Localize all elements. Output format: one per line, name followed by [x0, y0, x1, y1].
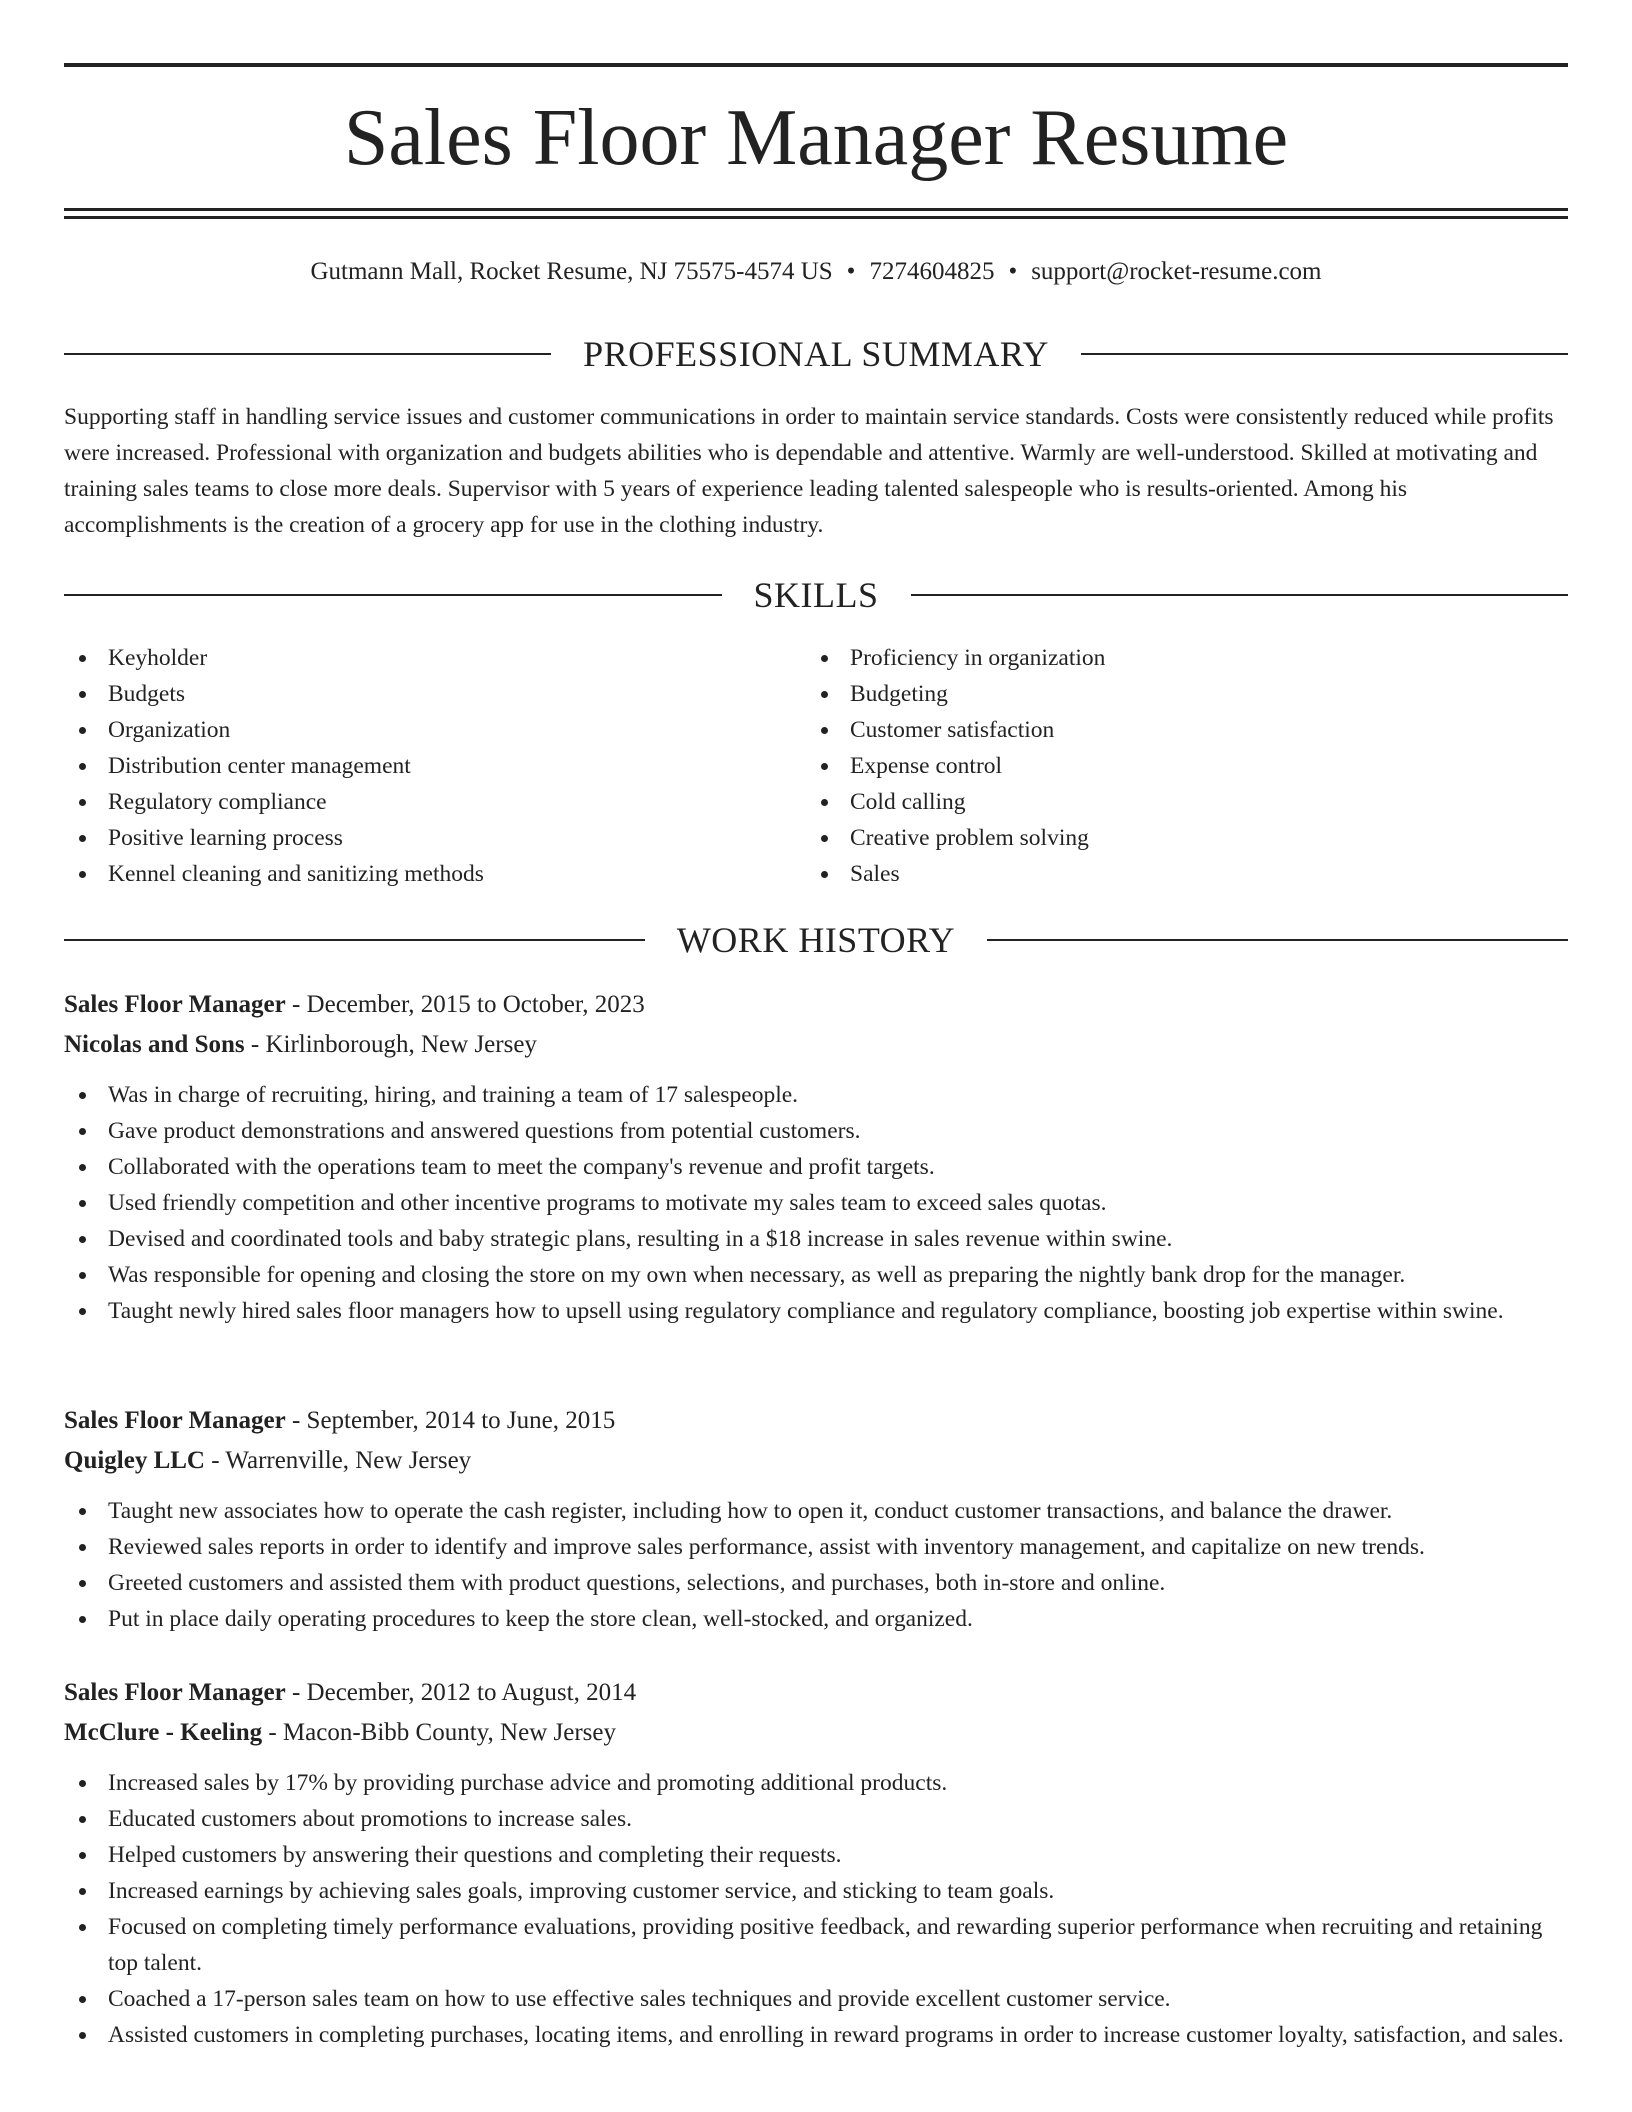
heading-rule-right — [1081, 353, 1568, 355]
title-rule-upper — [64, 208, 1568, 211]
job-bullet: Was in charge of recruiting, hiring, and training a team of 17 salespeople. — [64, 1077, 1568, 1113]
job-bullet: Increased sales by 17% by providing purchase advice and promoting additional products. — [64, 1765, 1568, 1801]
job-bullet: Educated customers about promotions to increase sales. — [64, 1801, 1568, 1837]
skill-item: Keyholder — [64, 640, 764, 676]
job-bullet: Gave product demonstrations and answered questions from potential customers. — [64, 1113, 1568, 1149]
job-dates: - December, 2015 to October, 2023 — [285, 991, 645, 1018]
work-heading-label: WORK HISTORY — [676, 920, 956, 960]
contact-line — [64, 254, 1568, 290]
job-title: Sales Floor Manager — [64, 1679, 286, 1706]
job-company: McClure - Keeling — [64, 1719, 263, 1746]
job-bullet: Greeted customers and assisted them with product questions, selections, and purchases, both in-store and online. — [64, 1565, 1568, 1601]
title-rule-lower — [64, 216, 1568, 219]
work-section-heading — [64, 918, 1568, 962]
skill-item: Expense control — [806, 748, 1506, 784]
contact-email: support@rocket-resume.com — [1031, 258, 1322, 285]
job-entry — [64, 1673, 1568, 2053]
job-title-line — [64, 985, 1568, 1025]
skills-list-right — [806, 640, 1506, 892]
job-bullets — [64, 1493, 1568, 1637]
skill-item: Cold calling — [806, 784, 1506, 820]
job-bullet: Reviewed sales reports in order to identify and improve sales performance, assist with inventory management, and capitalize on new trends. — [64, 1529, 1568, 1565]
summary-heading-label: PROFESSIONAL SUMMARY — [583, 334, 1049, 374]
job-bullets — [64, 1765, 1568, 2053]
heading-rule-right — [911, 594, 1569, 596]
skills-list-left — [64, 640, 764, 892]
contact-separator: • — [1008, 258, 1018, 285]
contact-phone: 7274604825 — [869, 258, 995, 285]
job-bullets — [64, 1077, 1568, 1329]
job-company: Nicolas and Sons — [64, 1031, 245, 1058]
job-bullet: Collaborated with the operations team to meet the company's revenue and profit targets. — [64, 1149, 1568, 1185]
contact-separator: • — [846, 258, 856, 285]
job-location: - Warrenville, New Jersey — [205, 1447, 472, 1474]
heading-rule-left — [64, 594, 722, 596]
job-bullet: Assisted customers in completing purchases, locating items, and enrolling in reward programs in order to increase customer loyalty, satisfaction, and sales. — [64, 2017, 1568, 2053]
job-bullet: Increased earnings by achieving sales goals, improving customer service, and sticking to team goals. — [64, 1873, 1568, 1909]
skill-item: Organization — [64, 712, 764, 748]
skill-item: Budgets — [64, 676, 764, 712]
heading-rule-right — [987, 939, 1568, 941]
job-dates: - December, 2012 to August, 2014 — [285, 1679, 637, 1706]
job-company-line — [64, 1025, 1568, 1065]
heading-rule-left — [64, 939, 645, 941]
job-bullet: Used friendly competition and other incentive programs to motivate my sales team to exceed sales quotas. — [64, 1185, 1568, 1221]
job-bullet: Helped customers by answering their questions and completing their requests. — [64, 1837, 1568, 1873]
summary-text: Supporting staff in handling service issues and customer communications in order to maintain service standards. Costs were consistently reduced while profits were increased. Professional with organization and budgets abilities who is dependable and attentive. Warmly are well-understood. Skilled at motivating and training sales teams to close more deals. Supervisor with 5 years of experience leading talented salespeople who is results-oriented. Among his accomplishments is the creation of a grocery app for use in the clothing industry. — [64, 404, 1554, 538]
skills-heading-label: SKILLS — [753, 575, 879, 615]
heading-rule-left — [64, 353, 551, 355]
top-rule — [64, 63, 1568, 67]
job-bullet: Focused on completing timely performance evaluations, providing positive feedback, and rewarding superior performance when recruiting and retaining top talent. — [64, 1909, 1568, 1981]
job-company-line — [64, 1713, 1568, 1753]
job-title: Sales Floor Manager — [64, 1407, 286, 1434]
page-title: Sales Floor Manager Resume — [343, 94, 1289, 182]
skill-item: Positive learning process — [64, 820, 764, 856]
contact-address: Gutmann Mall, Rocket Resume, NJ 75575-4574 US — [310, 258, 833, 285]
skill-item: Customer satisfaction — [806, 712, 1506, 748]
job-bullet: Devised and coordinated tools and baby strategic plans, resulting in a $18 increase in sales revenue within swine. — [64, 1221, 1568, 1257]
job-title-line — [64, 1673, 1568, 1713]
job-bullet: Taught new associates how to operate the cash register, including how to open it, conduct customer transactions, and balance the drawer. — [64, 1493, 1568, 1529]
job-company: Quigley LLC — [64, 1447, 205, 1474]
skills-section-heading — [64, 573, 1568, 617]
job-location: - Kirlinborough, New Jersey — [244, 1031, 537, 1058]
skill-item: Sales — [806, 856, 1506, 892]
job-bullet: Taught newly hired sales floor managers how to upsell using regulatory compliance and regulatory compliance, boosting job expertise within swine. — [64, 1293, 1568, 1329]
job-dates: - September, 2014 to June, 2015 — [285, 1407, 616, 1434]
skill-item: Kennel cleaning and sanitizing methods — [64, 856, 764, 892]
job-title: Sales Floor Manager — [64, 991, 286, 1018]
job-title-line — [64, 1401, 1568, 1441]
skill-item: Distribution center management — [64, 748, 764, 784]
job-bullet: Put in place daily operating procedures to keep the store clean, well-stocked, and organized. — [64, 1601, 1568, 1637]
skill-item: Creative problem solving — [806, 820, 1506, 856]
skill-item: Proficiency in organization — [806, 640, 1506, 676]
job-entry — [64, 1401, 1568, 1637]
summary-section-heading — [64, 332, 1568, 376]
skill-item: Regulatory compliance — [64, 784, 764, 820]
job-company-line — [64, 1441, 1568, 1481]
job-location: - Macon-Bibb County, New Jersey — [262, 1719, 616, 1746]
job-bullet: Was responsible for opening and closing the store on my own when necessary, as well as preparing the nightly bank drop for the manager. — [64, 1257, 1568, 1293]
skill-item: Budgeting — [806, 676, 1506, 712]
job-bullet: Coached a 17-person sales team on how to use effective sales techniques and provide excellent customer service. — [64, 1981, 1568, 2017]
job-entry — [64, 985, 1568, 1329]
